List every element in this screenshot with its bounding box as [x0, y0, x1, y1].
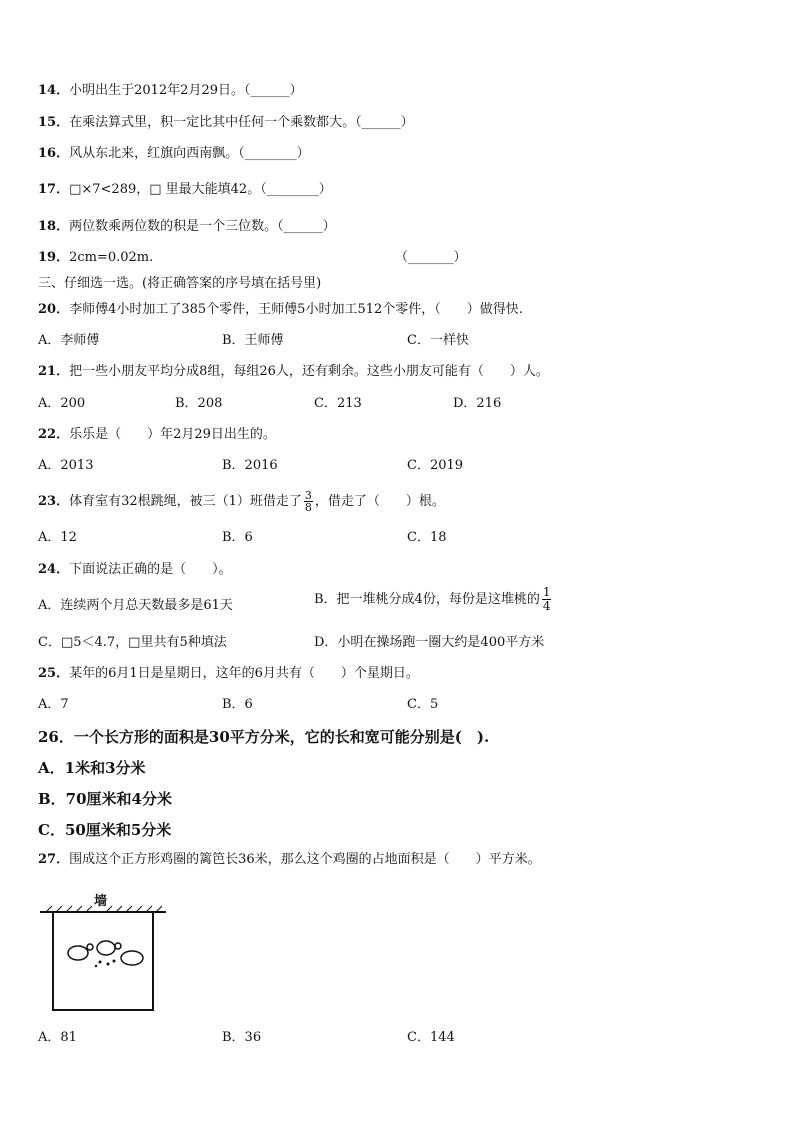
fraction: $\frac{3}{8}$: [304, 489, 312, 514]
question-20: 20．李师傅4小时加工了385个零件，王师傅5小时加工512个零件，（ ）做得快.: [38, 302, 523, 317]
answer-blank[interactable]: （______）: [277, 219, 336, 234]
question-27: 27．围成这个正方形鸡圈的篱笆长36米，那么这个鸡圈的占地面积是（ ）平方米。: [38, 852, 541, 867]
option-a[interactable]: A．连续两个月总天数最多是61天: [38, 598, 233, 613]
option-d[interactable]: D．小明在操场跑一圈大约是400平方米: [314, 635, 545, 650]
option-c[interactable]: C．2019: [407, 458, 464, 473]
option-a[interactable]: A．李师傅: [38, 333, 100, 348]
option-b[interactable]: B．208: [175, 396, 223, 411]
question-19: 19．2cm=0.02m.: [38, 250, 154, 265]
question-14: 14．小明出生于2012年2月29日。（______）: [38, 83, 303, 98]
option-a[interactable]: A．7: [38, 697, 69, 712]
option-b[interactable]: B．6: [222, 530, 253, 545]
question-23: 23．体育室有32根跳绳，被三（1）班借走了 $\frac{3}{8}$ ，借走了（ ）根。: [38, 489, 445, 514]
question-26: 26．一个长方形的面积是30平方分米，它的长和宽可能分别是( ).: [38, 728, 490, 746]
answer-blank[interactable]: （________）: [238, 146, 310, 161]
option-c[interactable]: C．213: [314, 396, 362, 411]
wall-label: 墙: [94, 894, 108, 909]
option-d[interactable]: D．216: [453, 396, 502, 411]
option-c[interactable]: C．5: [407, 697, 439, 712]
answer-blank[interactable]: （________）: [260, 182, 332, 197]
section-heading: 三、仔细选一选。(将正确答案的序号填在括号里): [38, 276, 322, 291]
option-c[interactable]: C．50厘米和5分米: [38, 821, 172, 839]
option-c[interactable]: C．一样快: [407, 333, 469, 348]
option-b[interactable]: B．把一堆桃分成4份，每份是这堆桃的 $\frac{1}{4}$: [314, 585, 551, 613]
question-15: 15．在乘法算式里，积一定比其中任何一个乘数都大。（______）: [38, 115, 414, 130]
option-a[interactable]: A．1米和3分米: [38, 759, 146, 777]
chicken-pen-figure: [38, 890, 168, 1015]
option-a[interactable]: A．200: [38, 396, 86, 411]
question-17: 17．□×7<289，□ 里最大能填42。（________）: [38, 182, 332, 197]
answer-blank[interactable]: （______）: [244, 83, 303, 98]
fraction: $\frac{1}{4}$: [542, 585, 551, 613]
answer-blank[interactable]: （______）: [355, 115, 414, 130]
option-c[interactable]: C．□5＜4.7，□里共有5种填法: [38, 635, 227, 650]
option-b[interactable]: B．6: [222, 697, 253, 712]
option-c[interactable]: C．144: [407, 1030, 455, 1045]
question-24: 24．下面说法正确的是（ ）。: [38, 562, 232, 577]
option-b[interactable]: B．70厘米和4分米: [38, 790, 172, 808]
option-b[interactable]: B．2016: [222, 458, 278, 473]
question-21: 21．把一些小朋友平均分成8组，每组26人，还有剩余。这些小朋友可能有（ ）人。: [38, 364, 549, 379]
option-c[interactable]: C．18: [407, 530, 447, 545]
option-a[interactable]: A．12: [38, 530, 77, 545]
question-18: 18．两位数乘两位数的积是一个三位数。（______）: [38, 219, 336, 234]
option-b[interactable]: B．王师傅: [222, 333, 284, 348]
question-22: 22．乐乐是（ ）年2月29日出生的。: [38, 427, 276, 442]
option-a[interactable]: A．81: [38, 1030, 77, 1045]
answer-blank[interactable]: （_______）: [395, 250, 467, 265]
option-a[interactable]: A．2013: [38, 458, 94, 473]
question-25: 25．某年的6月1日是星期日，这年的6月共有（ ）个星期日。: [38, 666, 419, 681]
option-b[interactable]: B．36: [222, 1030, 262, 1045]
question-16: 16．风从东北来，红旗向西南飘。（________）: [38, 146, 310, 161]
